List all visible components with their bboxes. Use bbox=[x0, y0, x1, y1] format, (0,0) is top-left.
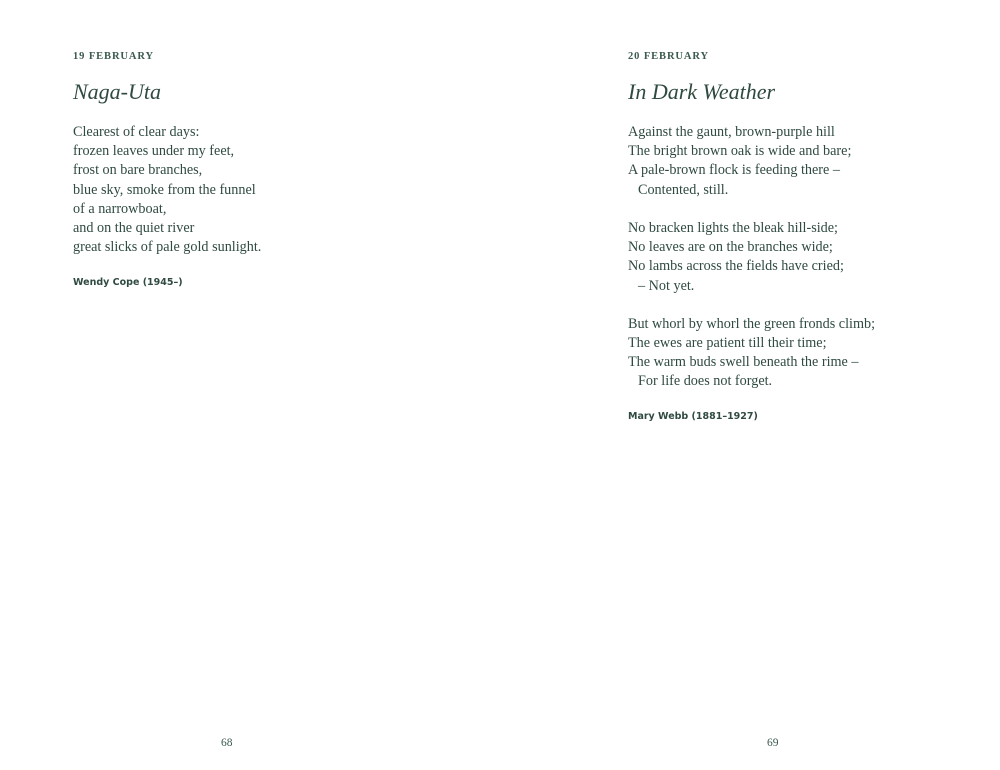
left-page bbox=[73, 0, 503, 770]
poem-line: The ewes are patient till their time; bbox=[628, 335, 827, 352]
page-number-right: 69 bbox=[767, 737, 779, 749]
poem-line: frost on bare branches, bbox=[73, 162, 203, 179]
poem-line: The warm buds swell beneath the rime – bbox=[628, 354, 859, 371]
poem-line: Contented, still. bbox=[638, 181, 729, 198]
poem-line: The bright brown oak is wide and bare; bbox=[628, 143, 852, 160]
poem-line: great slicks of pale gold sunlight. bbox=[73, 239, 262, 256]
stanza bbox=[628, 219, 875, 296]
poem-line: blue sky, smoke from the funnel bbox=[73, 181, 256, 198]
poem-line: No bracken lights the bleak hill-side; bbox=[628, 219, 838, 236]
poem-body bbox=[628, 123, 875, 422]
poem-date: 19 FEBRUARY bbox=[73, 51, 154, 62]
poem-line: – Not yet. bbox=[638, 277, 695, 294]
right-page bbox=[628, 0, 968, 770]
page-number-left: 68 bbox=[221, 737, 233, 749]
poem-author: Wendy Cope (1945–) bbox=[73, 276, 183, 288]
poem-line: Against the gaunt, brown-purple hill bbox=[628, 124, 835, 140]
poem-line: But whorl by whorl the green fronds climb; bbox=[628, 315, 876, 332]
poem-line: For life does not forget. bbox=[638, 373, 773, 390]
poem-line: Clearest of clear days: bbox=[73, 124, 200, 140]
stanza bbox=[628, 315, 875, 392]
poem-line: and on the quiet river bbox=[73, 219, 195, 236]
poem-line: frozen leaves under my feet, bbox=[73, 143, 235, 160]
stanza bbox=[628, 123, 875, 200]
poem-author: Mary Webb (1881–1927) bbox=[628, 410, 758, 422]
poem-line: of a narrowboat, bbox=[73, 200, 167, 217]
poem-title: In Dark Weather bbox=[628, 79, 776, 104]
poem-line: No leaves are on the branches wide; bbox=[628, 239, 833, 256]
poem-line: A pale-brown flock is feeding there – bbox=[628, 162, 840, 179]
poem-body bbox=[73, 123, 261, 288]
poem-date: 20 FEBRUARY bbox=[628, 51, 709, 62]
poem-line: No lambs across the fields have cried; bbox=[628, 258, 844, 275]
stanza bbox=[73, 123, 261, 257]
poem-title: Naga-Uta bbox=[73, 79, 161, 104]
